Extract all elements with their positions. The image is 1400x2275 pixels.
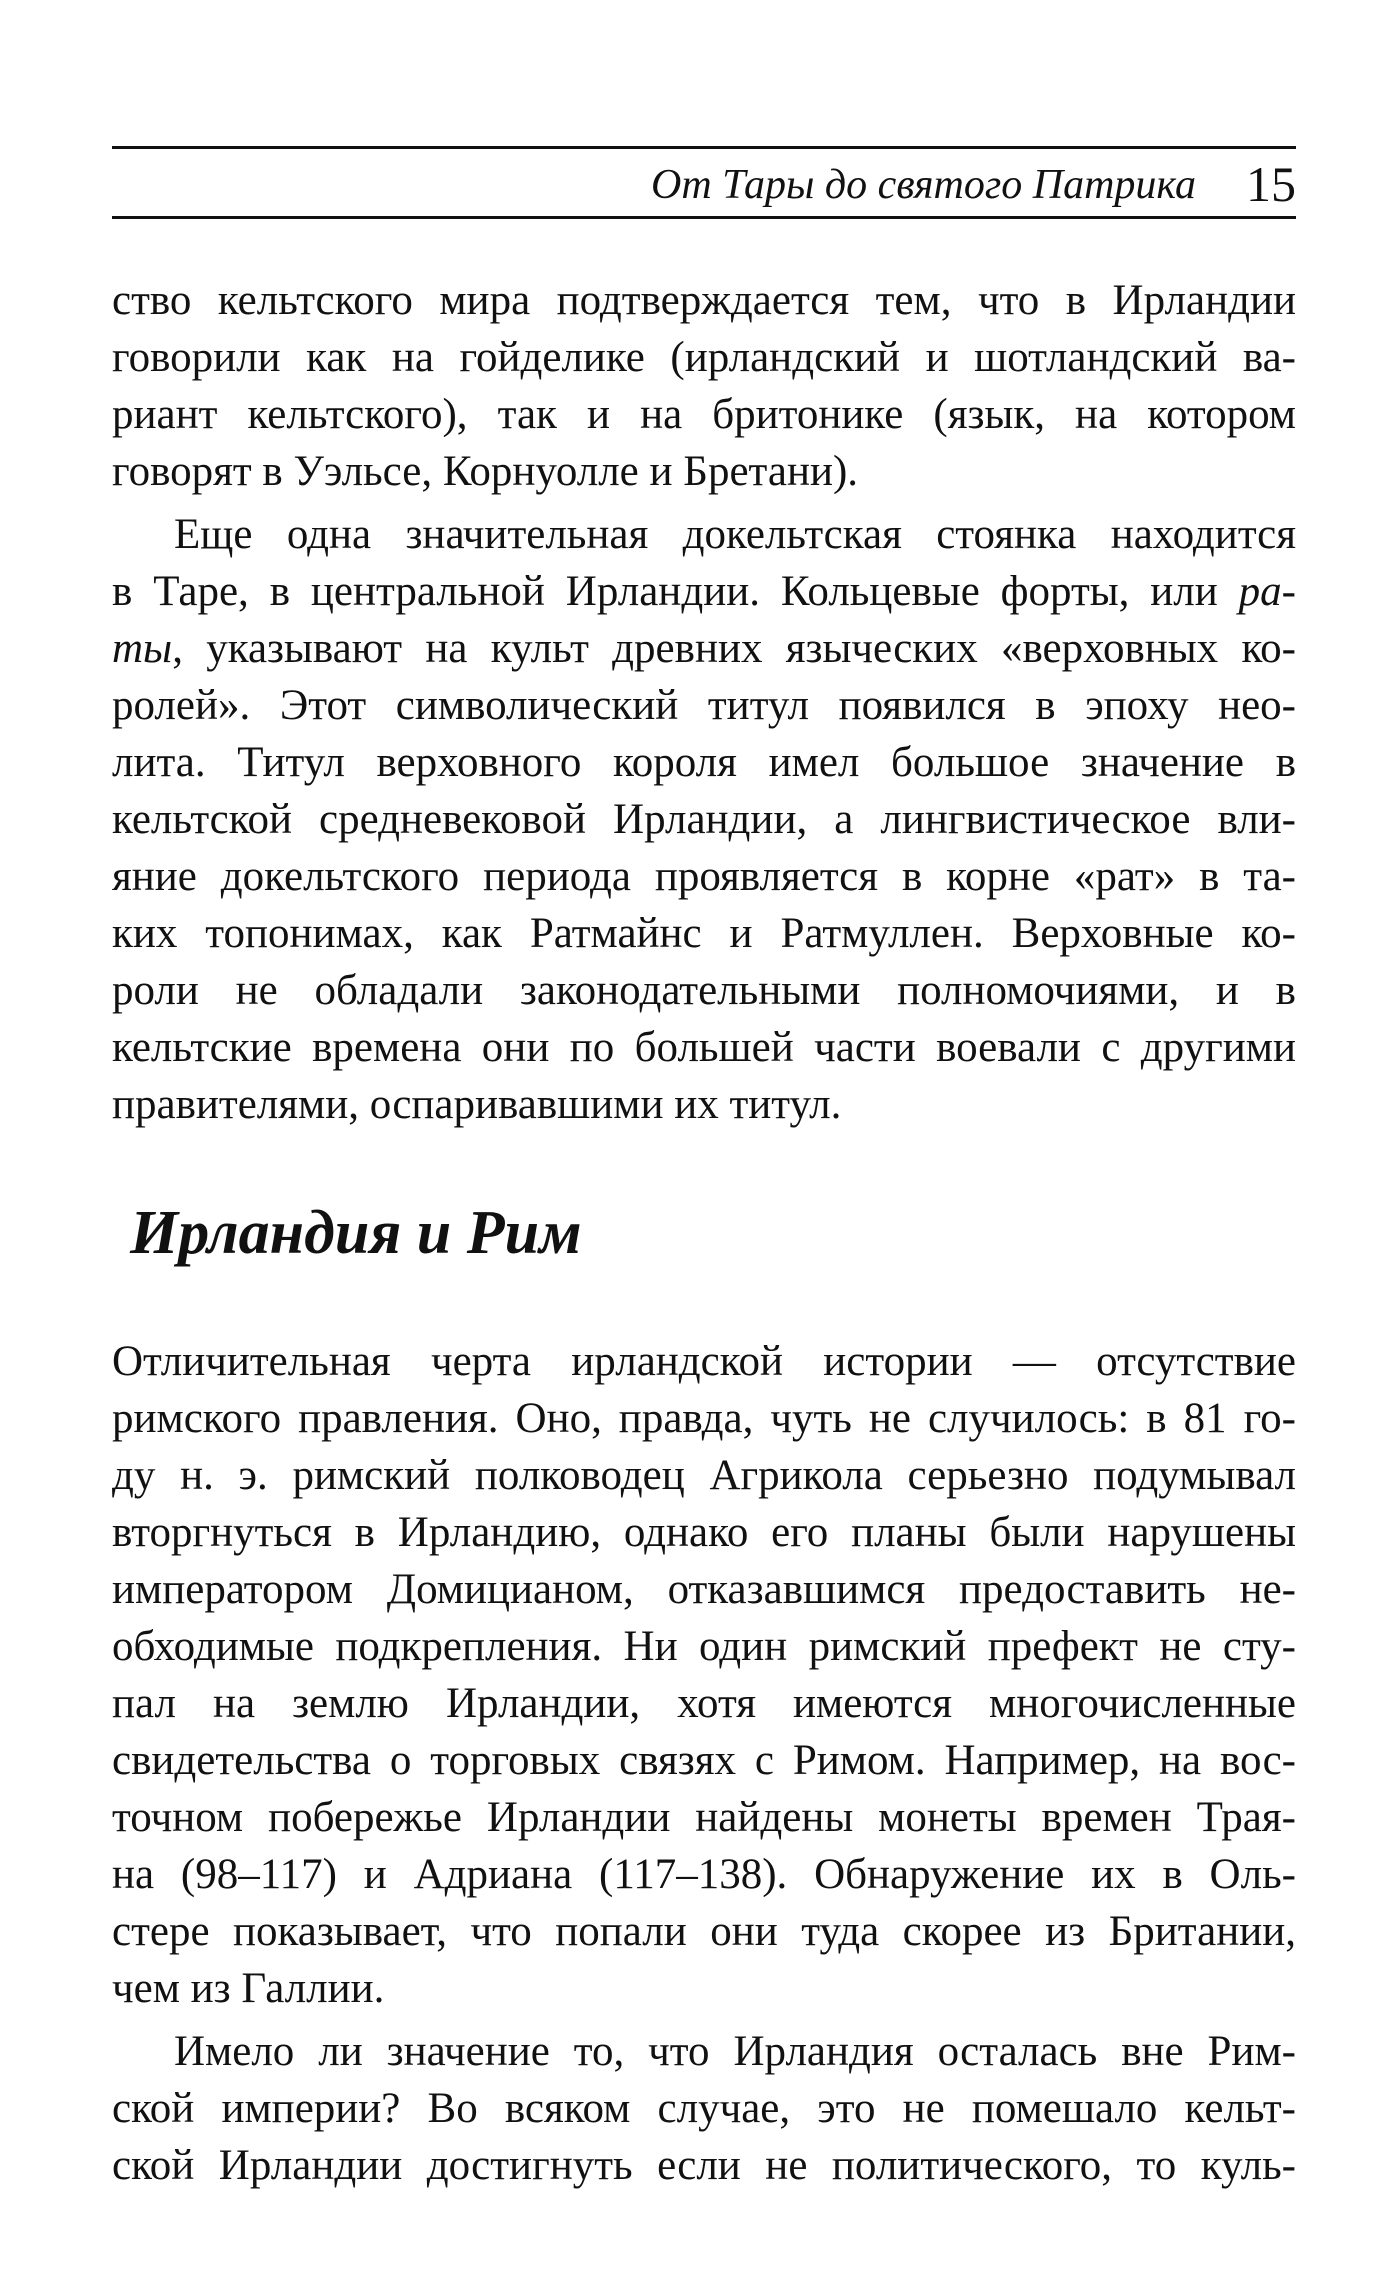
header-rule-top: [112, 146, 1296, 149]
text-line: обходимые подкрепления. Ни один римский префект не сту-: [112, 1623, 1296, 1670]
header-rule-bottom: [112, 216, 1296, 219]
text-line: лита. Титул верховного короля имел большое значение в: [112, 739, 1296, 786]
text-line: [112, 563, 1296, 620]
text-line: кельтской средневековой Ирландии, а лингвистическое вли-: [112, 796, 1296, 843]
text-line: Еще одна значительная докельтская стоянка находится: [174, 511, 1296, 558]
text-span: , указывают на культ древних языческих «верховных ко-: [172, 625, 1296, 672]
text-line: римского правления. Оно, правда, чуть не случилось: в 81 го-: [112, 1395, 1296, 1442]
text-line: ской Ирландии достигнуть если не политического, то куль-: [112, 2142, 1296, 2189]
text-line: ролей». Этот символический титул появился в эпоху нео-: [112, 682, 1296, 729]
text-line: ской империи? Во всяком случае, это не помешало кельт-: [112, 2085, 1296, 2132]
text-line: кельтские времена они по большей части воевали с другими: [112, 1024, 1296, 1071]
paragraph-4: [112, 2023, 1296, 2194]
text-line: вторгнуться в Ирландию, однако его планы были нарушены: [112, 1509, 1296, 1556]
text-line: на (98–117) и Адриана (117–138). Обнаружение их в Оль-: [112, 1851, 1296, 1898]
text-line: говорили как на гойделике (ирландский и шотландский ва-: [112, 334, 1296, 381]
text-span: в Таре, в центральной Ирландии. Кольцевые форты, или: [112, 568, 1239, 615]
page-body: [112, 272, 1296, 2194]
section-heading: Ирландия и Рим: [130, 1199, 582, 1267]
text-line: правителями, оспаривавшими их титул.: [112, 1081, 842, 1128]
text-line: [112, 620, 1296, 677]
text-line: стере показывает, что попали они туда скорее из Британии,: [112, 1908, 1296, 1955]
italic-term: ты: [112, 625, 173, 672]
text-line: свидетельства о торговых связях с Римом. Например, на вос-: [112, 1737, 1296, 1784]
text-line: императором Домицианом, отказавшимся предоставить не-: [112, 1566, 1296, 1613]
text-line: риант кельтского), так и на бритонике (язык, на котором: [112, 391, 1296, 438]
text-line: роли не обладали законодательными полномочиями, и в: [112, 967, 1296, 1014]
text-line: ду н. э. римский полководец Агрикола серьезно подумывал: [112, 1452, 1296, 1499]
text-line: Имело ли значение то, что Ирландия осталась вне Рим-: [174, 2028, 1296, 2075]
text-line: пал на землю Ирландии, хотя имеются многочисленные: [112, 1680, 1296, 1727]
italic-term: ра-: [1238, 568, 1296, 615]
text-line: Отличительная черта ирландской истории — отсутствие: [112, 1338, 1296, 1385]
text-line: чем из Галлии.: [112, 1965, 385, 2012]
running-title: От Тары до святого Патрика: [650, 162, 1196, 208]
text-line: яние докельтского периода проявляется в корне «рат» в та-: [112, 853, 1296, 900]
text-line: ство кельтского мира подтверждается тем, что в Ирландии: [112, 277, 1296, 324]
text-line: ких топонимах, как Ратмайнс и Ратмуллен. Верховные ко-: [112, 910, 1296, 957]
running-header: [112, 136, 1296, 220]
paragraph-1: [112, 272, 1296, 500]
text-line: точном побережье Ирландии найдены монеты времен Трая-: [112, 1794, 1296, 1841]
page-number: 15: [1246, 156, 1296, 212]
text-line: говорят в Уэльсе, Корнуолле и Бретани).: [112, 448, 859, 495]
paragraph-3: [112, 1333, 1296, 2017]
paragraph-2: [112, 506, 1296, 1133]
